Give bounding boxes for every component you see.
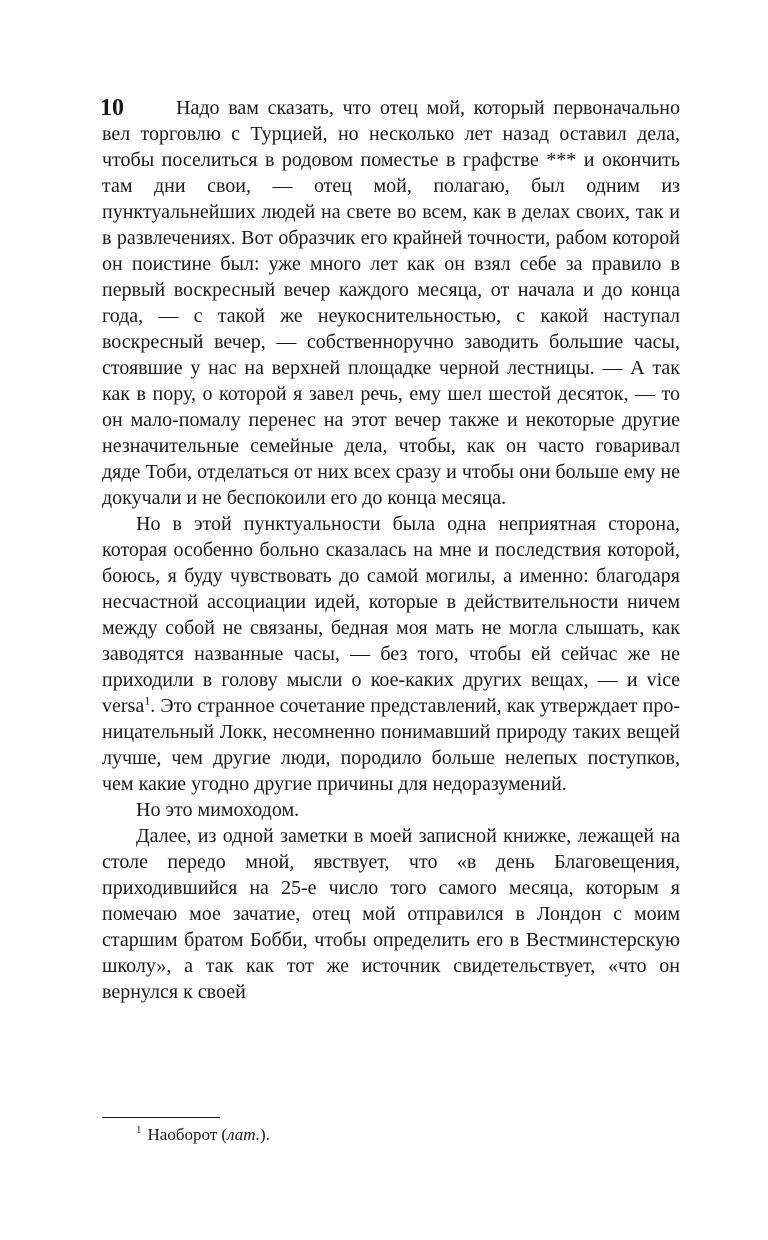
footnote [136,1124,270,1146]
paragraph-4: Далее, из одной заметки в моей записной книжке, лежащей на столе передо мной, явствует, что «в день Благовещения, приходившийся на 25-е число того самого месяца, которым я помечаю мое зачатие, отец мой отправился в Лондон с моим старшим братом Бобби, чтобы определить его в Вестминстерскую школу», а так как тот же источник свидетельствует, «что он вернулся к своей [102,825,680,1003]
footnote-reference-mark: 1 [144,693,151,708]
paragraph-2 [102,511,680,797]
footnote-close: ). [259,1125,270,1144]
footnote-divider [102,1117,220,1118]
footnote-text: Наоборот ( [147,1125,228,1144]
footnote-italic-text: лат. [227,1125,260,1144]
paragraph-2-text-before-mark: Но в этой пунктуальности была одна неприятная сторона, которая особенно больно сказалась на мне и последствия которой, боюсь, я буду чувствовать до самой могилы, а именно: благодаря несчастной ассоциации идей, которые в действительности ничем между собой не связаны, бедная моя мать не могла слышать, как заводятся названные часы, — без того, чтобы ей сейчас же не приходили в голову мысли о кое-каких других вещах, — и vice versa [102,513,680,717]
paragraph-1: Надо вам сказать, что отец мой, который первоначально вел торговлю с Турцией, но несколько лет назад оставил дела, чтобы поселиться в родовом поместье в графстве *** и окончить там дни свои, — отец мой, полагаю, был одним из пунктуальнейших людей на свете во всем, как в делах своих, так и в развлечениях. Вот образчик его крайней точности, рабом которой он поистине был: уже много лет как он взял себе за правило в первый воскресный вечер каждого месяца, от начала и до конца года, — с такой же неукоснительностью, с какой наступал воскресный вечер, — собственноручно заводить большие часы, стоявшие у нас на верхней площадке черной лестницы. — А так как в пору, о которой я завел речь, ему шел шестой десяток, — то он мало-помалу перенес на этот вечер также и некоторые другие незначительные семейные дела, чтобы, как он часто говаривал дяде Тоби, отделаться от них всех сразу и чтобы они больше ему не докучали и не беспокоили его до конца месяца. [102,97,680,509]
paragraph-2-text-after-mark: . Это странное сочетание представлений, как утверждает проницательный Локк, несомненно понимавший природу таких вещей лучше, чем другие люди, породило больше нелепых поступков, чем какие угодно другие причины для недоразумений. [102,695,680,795]
footnote-mark: 1 [136,1124,142,1137]
page-number: 10 [100,95,124,121]
paragraph-3: Но это мимоходом. [136,799,300,821]
page-body [102,95,680,1005]
